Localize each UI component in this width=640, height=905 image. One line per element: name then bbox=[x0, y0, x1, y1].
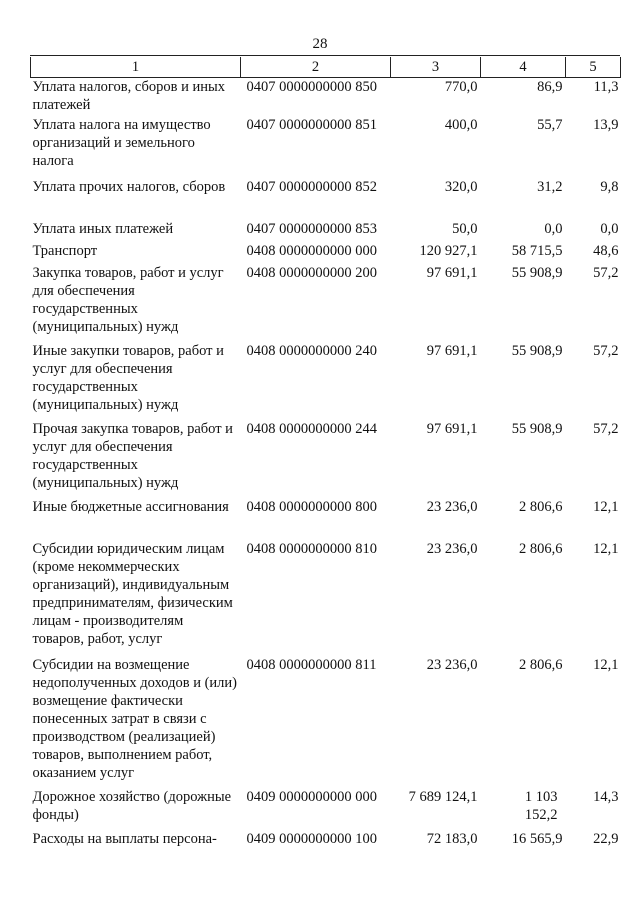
row-actual: 55 908,9 bbox=[511, 420, 563, 437]
row-name: Иные закупки товаров, работ и услуг для обеспечения государственных (муниципальных) нужд bbox=[32, 342, 224, 413]
table-row bbox=[31, 342, 621, 420]
header-col-5: 5 bbox=[566, 57, 621, 78]
row-percent: 12,1 bbox=[593, 498, 619, 515]
row-actual: 0,0 bbox=[544, 220, 563, 237]
row-percent: 57,2 bbox=[593, 342, 619, 359]
table-row bbox=[31, 264, 621, 342]
row-code: 0408 0000000000 200 bbox=[246, 264, 377, 281]
row-plan: 50,0 bbox=[452, 220, 478, 237]
table-row bbox=[31, 540, 621, 656]
row-percent: 13,9 bbox=[593, 116, 619, 133]
row-code: 0407 0000000000 853 bbox=[246, 220, 377, 237]
row-actual-line-1: 1 103 bbox=[524, 788, 558, 805]
row-name: Иные бюджетные ассигнования bbox=[32, 498, 229, 515]
row-name: Уплата иных платежей bbox=[32, 220, 174, 237]
row-name: Субсидии юридическим лицам (кроме некоммерческих организаций), индивидуальным предпринимателям, физическим лицам - производителям товаров, работ, услуг bbox=[32, 540, 233, 647]
row-plan: 120 927,1 bbox=[419, 242, 478, 259]
row-code: 0408 0000000000 810 bbox=[246, 540, 377, 557]
row-percent: 14,3 bbox=[593, 788, 619, 805]
row-percent: 57,2 bbox=[593, 420, 619, 437]
row-plan: 7 689 124,1 bbox=[408, 788, 478, 805]
row-name: Уплата налога на имущество организаций и земельного налога bbox=[32, 116, 211, 169]
row-percent: 48,6 bbox=[593, 242, 619, 259]
row-actual: 16 565,9 bbox=[511, 830, 563, 847]
row-plan: 72 183,0 bbox=[426, 830, 478, 847]
row-actual: 31,2 bbox=[537, 178, 563, 195]
row-name: Расходы на выплаты персона- bbox=[32, 830, 217, 847]
row-plan: 320,0 bbox=[444, 178, 478, 195]
row-code: 0409 0000000000 100 bbox=[246, 830, 377, 847]
table-row bbox=[31, 656, 621, 788]
header-col-3: 3 bbox=[391, 57, 481, 78]
row-percent: 12,1 bbox=[593, 540, 619, 557]
table-row bbox=[31, 116, 621, 178]
row-name: Закупка товаров, работ и услуг для обеспечения государственных (муниципальных) нужд bbox=[32, 264, 224, 335]
row-code: 0407 0000000000 850 bbox=[246, 79, 377, 95]
row-plan: 97 691,1 bbox=[426, 264, 478, 281]
row-name: Прочая закупка товаров, работ и услуг для обеспечения государственных (муниципальных) нужд bbox=[32, 420, 233, 491]
row-actual: 86,9 bbox=[537, 79, 563, 95]
table-row bbox=[31, 178, 621, 220]
header-col-2: 2 bbox=[241, 57, 391, 78]
row-actual: 58 715,5 bbox=[511, 242, 563, 259]
row-code: 0407 0000000000 851 bbox=[246, 116, 377, 133]
table-row bbox=[31, 78, 621, 116]
row-percent: 22,9 bbox=[593, 830, 619, 847]
row-percent: 57,2 bbox=[593, 264, 619, 281]
row-percent: 0,0 bbox=[600, 220, 619, 237]
row-name: Субсидии на возмещение недополученных доходов и (или) возмещение фактически понесенных затрат в связи с производством (реализацией) товаров, выполнением работ, оказанием услуг bbox=[32, 656, 237, 781]
row-code: 0407 0000000000 852 bbox=[246, 178, 377, 195]
table-row bbox=[31, 220, 621, 242]
page-number: 28 bbox=[312, 36, 328, 52]
table-row bbox=[31, 420, 621, 498]
row-code: 0408 0000000000 800 bbox=[246, 498, 377, 515]
row-actual bbox=[481, 788, 566, 830]
row-plan: 23 236,0 bbox=[426, 540, 478, 557]
header-col-4: 4 bbox=[481, 57, 566, 78]
row-plan: 23 236,0 bbox=[426, 656, 478, 673]
row-name: Уплата налогов, сборов и иных платежей bbox=[32, 79, 225, 113]
row-actual: 2 806,6 bbox=[519, 656, 563, 673]
row-plan: 23 236,0 bbox=[426, 498, 478, 515]
row-name: Дорожное хозяйство (дорожные фонды) bbox=[32, 788, 232, 823]
budget-table bbox=[30, 57, 621, 854]
row-percent: 12,1 bbox=[593, 656, 619, 673]
row-plan: 97 691,1 bbox=[426, 420, 478, 437]
row-code: 0408 0000000000 240 bbox=[246, 342, 377, 359]
row-code: 0408 0000000000 000 bbox=[246, 242, 377, 259]
header-row bbox=[31, 57, 621, 78]
row-actual: 2 806,6 bbox=[519, 540, 563, 557]
row-plan: 400,0 bbox=[444, 116, 478, 133]
row-code: 0409 0000000000 000 bbox=[246, 788, 377, 805]
row-code: 0408 0000000000 811 bbox=[246, 656, 377, 673]
table-row bbox=[31, 242, 621, 264]
row-percent: 9,8 bbox=[600, 178, 619, 195]
table-row bbox=[31, 788, 621, 830]
row-actual-line-2: 152,2 bbox=[524, 806, 558, 823]
row-percent: 11,3 bbox=[593, 79, 619, 95]
table-row bbox=[31, 498, 621, 540]
row-actual: 55 908,9 bbox=[511, 264, 563, 281]
row-name: Уплата прочих налогов, сборов bbox=[32, 178, 226, 195]
row-plan: 770,0 bbox=[444, 79, 478, 95]
row-name: Транспорт bbox=[32, 242, 98, 259]
row-plan: 97 691,1 bbox=[426, 342, 478, 359]
top-rule bbox=[30, 55, 620, 56]
header-col-1: 1 bbox=[31, 57, 241, 78]
table-row bbox=[31, 830, 621, 854]
row-code: 0408 0000000000 244 bbox=[246, 420, 377, 437]
row-actual: 2 806,6 bbox=[519, 498, 563, 515]
row-actual: 55,7 bbox=[537, 116, 563, 133]
row-actual: 55 908,9 bbox=[511, 342, 563, 359]
